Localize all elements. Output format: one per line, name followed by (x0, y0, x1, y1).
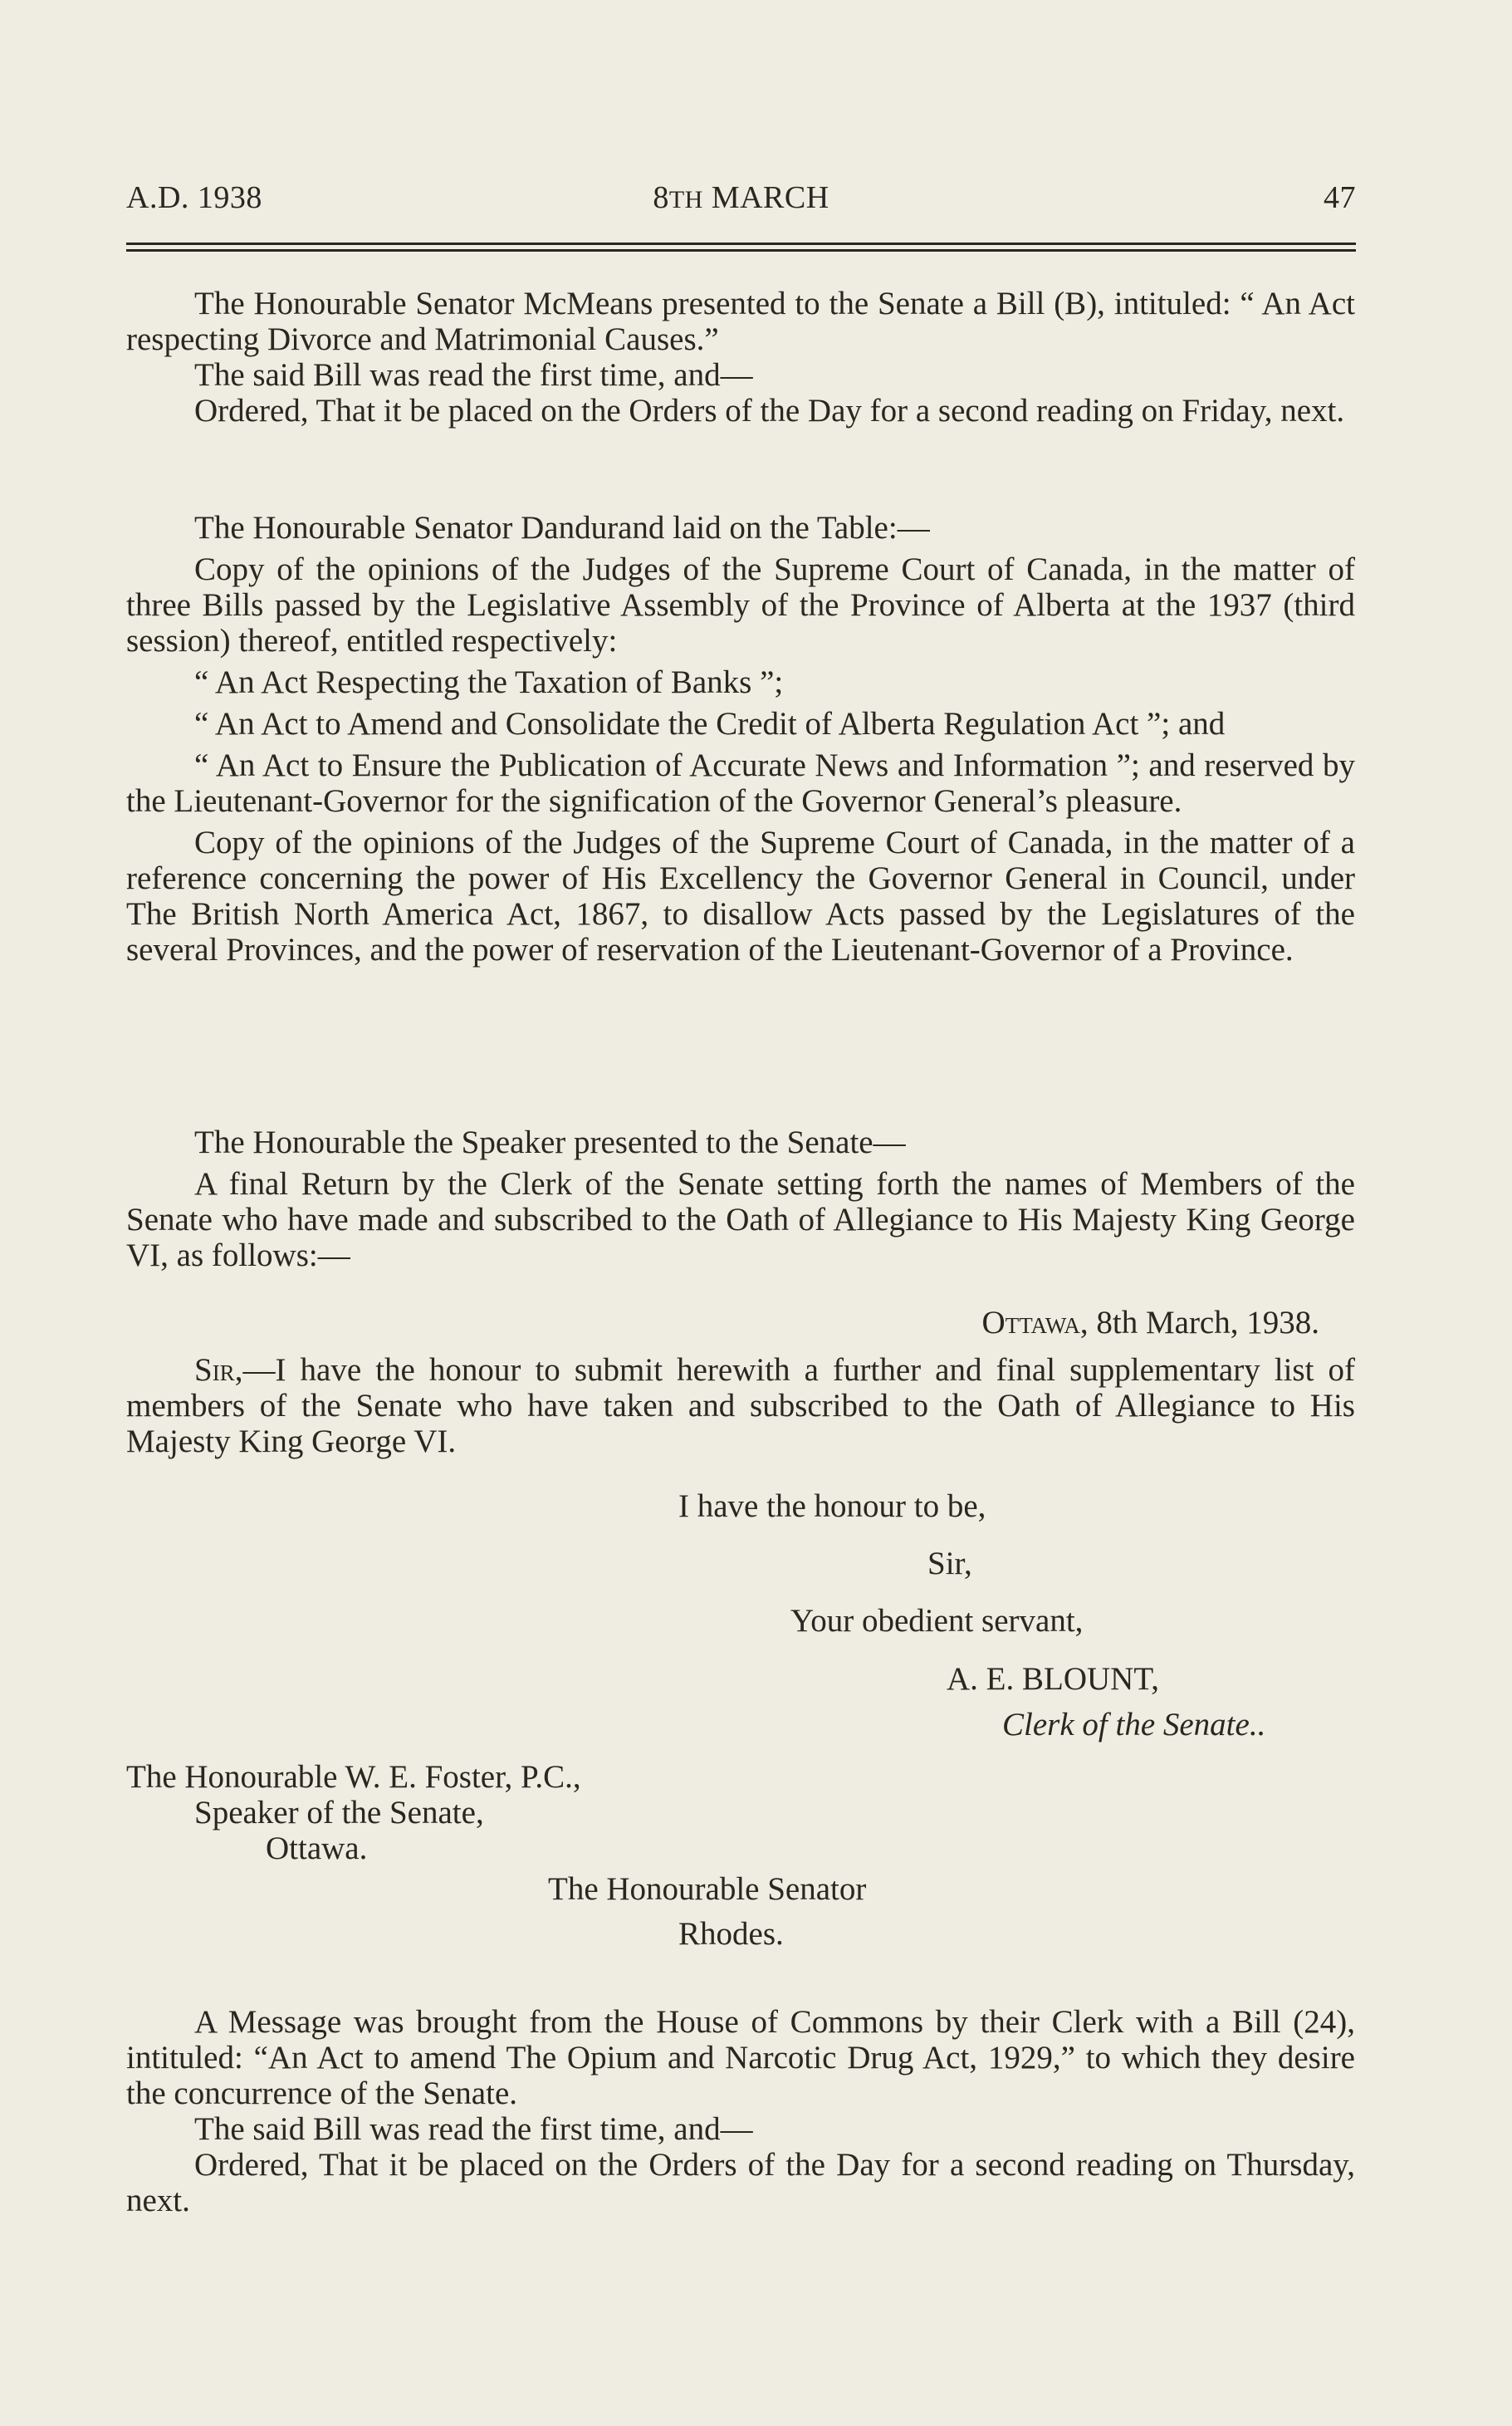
senator-name: Rhodes. (678, 1916, 784, 1952)
header-month: MARCH (711, 180, 829, 215)
paragraph: “ An Act Respecting the Taxation of Banks ”; (194, 664, 784, 700)
paragraph: Copy of the opinions of the Judges of the Supreme Court of Canada, in the matter of three Bills passed by the Legislative Assembly of the Province of Alberta at the 1937 (third session) thereof, entitled respectively: (126, 551, 1355, 659)
address-line-3: Ottawa. (266, 1831, 368, 1866)
paragraph: The Honourable Senator McMeans presented to the Senate a Bill (B), intituled: “ An Act respecting Divorce and Matrimonial Causes.” (126, 286, 1355, 357)
section-tabled-documents (126, 510, 1355, 968)
header-rule-top (126, 243, 1356, 245)
address-line-1: The Honourable W. E. Foster, P.C., (126, 1759, 581, 1795)
section-bill-b (126, 286, 1355, 429)
page-header (126, 179, 1356, 221)
section-speaker-return (126, 1125, 1355, 1273)
signer-name: A. E. BLOUNT, (947, 1661, 1159, 1697)
letter-body (126, 1352, 1355, 1459)
address-line-2: Speaker of the Senate, (194, 1795, 484, 1831)
header-day-suffix: TH (668, 186, 703, 213)
closing-line-2: Sir, (927, 1546, 972, 1581)
page-number: 47 (1324, 180, 1356, 215)
paragraph: The Honourable the Speaker presented to the Senate— (194, 1125, 906, 1160)
section-bill-24 (126, 2004, 1355, 2218)
letter-text: —I have the honour to submit herewith a further and final supplementary list of members of the Senate who have taken and subscribed to the Oath of Allegiance to His Majesty King George VI. (126, 1352, 1355, 1459)
senator-list-heading: The Honourable Senator (548, 1871, 867, 1907)
paragraph: “ An Act to Amend and Consolidate the Credit of Alberta Regulation Act ”; and (194, 706, 1226, 742)
paragraph: A Message was brought from the House of Commons by their Clerk with a Bill (24), intituled: “An Act to amend The Opium and Narcotic Drug Act, 1929,” to which they desire the concurrence of the Senate. (126, 2004, 1355, 2111)
paragraph: “ An Act to Ensure the Publication of Accurate News and Information ”; and reserved by the Lieutenant-Governor for the signification of the Governor General’s pleasure. (126, 747, 1355, 819)
closing-line-1: I have the honour to be, (678, 1488, 986, 1524)
signer-title: Clerk of the Senate.. (1002, 1707, 1266, 1742)
header-date (126, 179, 1356, 216)
paragraph: The Honourable Senator Dandurand laid on the Table:— (194, 510, 930, 546)
paragraph: A final Return by the Clerk of the Senate setting forth the names of Members of the Senate who have made and subscribed to the Oath of Allegiance to His Majesty King George VI, as follows:— (126, 1166, 1355, 1273)
paragraph: Ordered, That it be placed on the Orders of the Day for a second reading on Friday, next. (194, 393, 1345, 429)
paragraph: The said Bill was read the first time, and— (194, 2111, 753, 2147)
dateline-place: Ottawa, (981, 1305, 1089, 1340)
header-rule-bottom (126, 249, 1356, 252)
salutation: Sir, (194, 1352, 243, 1388)
header-day-number: 8 (653, 180, 669, 215)
paragraph: Ordered, That it be placed on the Orders of the Day for a second reading on Thursday, next. (126, 2147, 1355, 2218)
paragraph: The said Bill was read the first time, and— (194, 357, 753, 393)
header-year: A.D. 1938 (126, 180, 262, 215)
closing-line-3: Your obedient servant, (790, 1603, 1084, 1639)
dateline-date: 8th March, 1938. (1088, 1305, 1319, 1340)
paragraph (126, 1352, 1355, 1459)
dateline (982, 1305, 1319, 1340)
paragraph: Copy of the opinions of the Judges of the Supreme Court of Canada, in the matter of a reference concerning the power of His Excellency the Governor General in Council, under The British North America Act, 1867, to disallow Acts passed by the Legislatures of the several Provinces, and the power of reservation of the Lieutenant-Governor of a Province. (126, 825, 1355, 968)
